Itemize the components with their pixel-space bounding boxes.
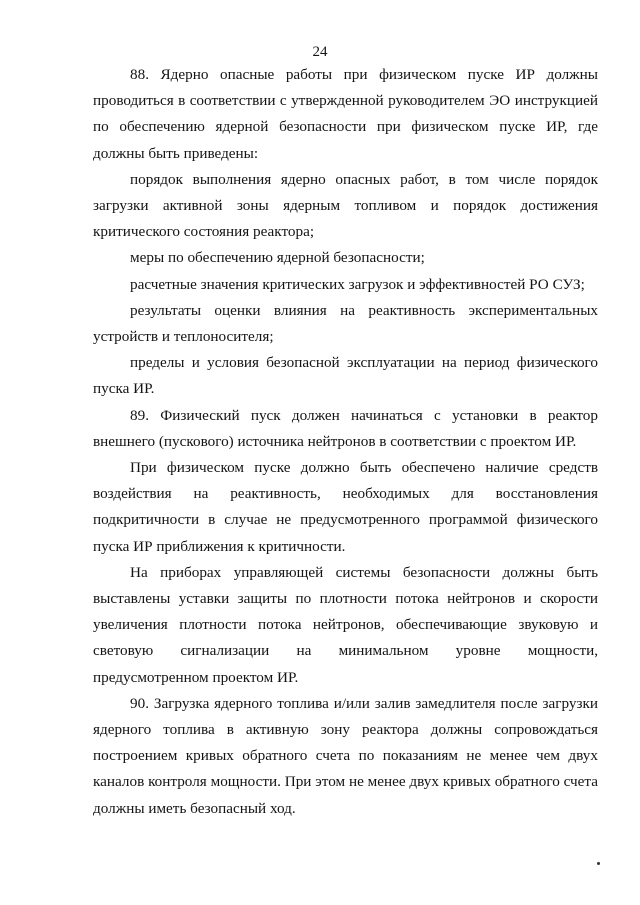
paragraph-protection-settings: На приборах управляющей системы безопасности должны быть выставлены уставки защиты по плотности потока нейтронов и скорости увеличения плотности потока нейтронов, обеспечивающие звуковую и световую сигнализации на минимальном уровне мощности, предусмотренном проектом ИР. <box>93 563 598 686</box>
document-body <box>93 62 598 822</box>
paragraph-89: 89. Физический пуск должен начинаться с установки в реактор внешнего (пускового) источника нейтронов в соответствии с проектом ИР. <box>93 406 598 450</box>
paragraph-reactivity-means: При физическом пуске должно быть обеспечено наличие средств воздействия на реактивность, необходимых для восстановления подкритичности в случае не предусмотренного программой физического пуска ИР приближения к критичности. <box>93 459 598 555</box>
scan-speck <box>597 862 600 865</box>
paragraph-90: 90. Загрузка ядерного топлива и/или залив замедлителя после загрузки ядерного топлива в активную зону реактора должны сопровождаться построением кривых обратного счета по показаниям не менее чем двух каналов контроля мощности. При этом не менее двух кривых обратного счета должны иметь безопасный ход. <box>93 694 598 817</box>
list-item-operating-limits: пределы и условия безопасной эксплуатации на период физического пуска ИР. <box>93 354 598 398</box>
list-item-critical-loads: расчетные значения критических загрузок и эффективностей РО СУЗ; <box>130 275 585 293</box>
list-item-loading-procedure: порядок выполнения ядерно опасных работ, в том числе порядок загрузки активной зоны ядерным топливом и порядок достижения критического состояния реактора; <box>93 170 598 241</box>
paragraph-88-intro: 88. Ядерно опасные работы при физическом пуске ИР должны проводиться в соответствии с утвержденной руководителем ЭО инструкцией по обеспечению ядерной безопасности при физическом пуске ИР, где должны быть приведены: <box>93 66 598 162</box>
list-item-reactivity-effects: результаты оценки влияния на реактивность экспериментальных устройств и теплоносителя; <box>93 301 598 346</box>
list-item-safety-measures: меры по обеспечению ядерной безопасности; <box>130 249 425 267</box>
page-number: 24 <box>312 44 328 60</box>
